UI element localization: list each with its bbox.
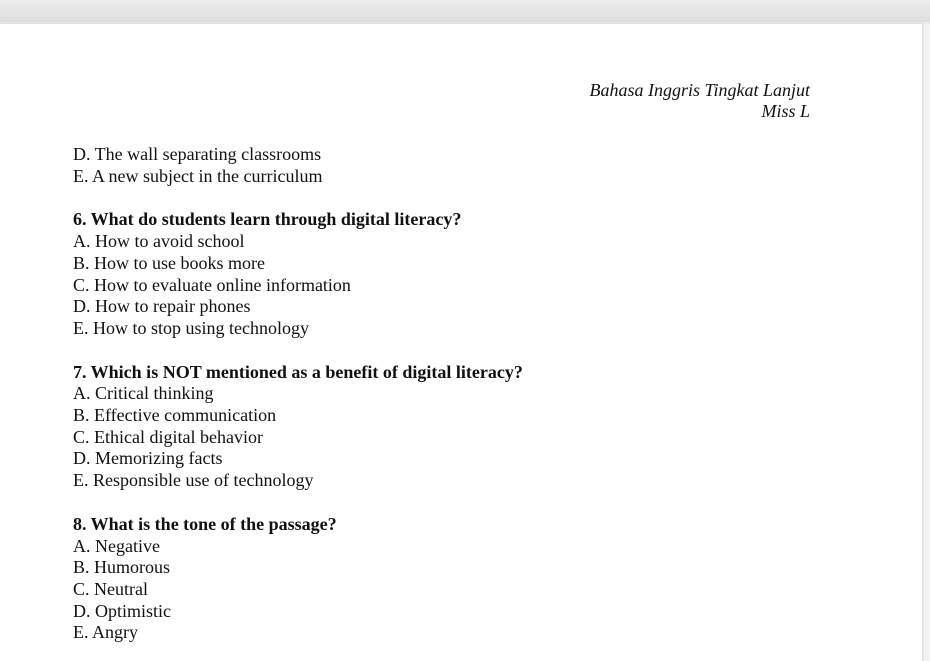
option-b: B. Effective communication <box>73 405 277 426</box>
viewer-top-bar <box>0 0 930 22</box>
question-content <box>73 144 523 644</box>
option-e: E. Angry <box>73 622 138 643</box>
option-e: E. How to stop using technology <box>73 317 309 338</box>
question-text: 7. Which is NOT mentioned as a benefit of digital literacy? <box>73 361 523 382</box>
page-header <box>589 80 810 122</box>
option-a: A. Critical thinking <box>73 383 214 404</box>
option-c: C. Neutral <box>73 578 148 599</box>
question-6 <box>73 209 523 339</box>
document-page <box>0 24 922 661</box>
option-d: D. Optimistic <box>73 600 171 621</box>
option-d: D. Memorizing facts <box>73 448 223 469</box>
option-a: A. Negative <box>73 535 160 556</box>
teacher-name: Miss L <box>761 101 810 121</box>
question-text: 6. What do students learn through digital literacy? <box>73 209 462 230</box>
option-b: B. How to use books more <box>73 252 265 273</box>
option-a: A. How to avoid school <box>73 231 245 252</box>
option-c: C. Ethical digital behavior <box>73 426 263 447</box>
option-e: E. Responsible use of technology <box>73 470 314 491</box>
option-c: C. How to evaluate online information <box>73 274 351 295</box>
viewer-scroll-edge <box>922 24 930 661</box>
question-8 <box>73 514 523 644</box>
option-b: B. Humorous <box>73 557 171 578</box>
question-7 <box>73 362 523 492</box>
option-d: D. How to repair phones <box>73 296 251 317</box>
course-title: Bahasa Inggris Tingkat Lanjut <box>589 80 810 100</box>
carryover-options <box>73 144 523 187</box>
option-e: E. A new subject in the curriculum <box>73 165 323 186</box>
option-d: D. The wall separating classrooms <box>73 144 322 164</box>
question-text: 8. What is the tone of the passage? <box>73 513 337 534</box>
